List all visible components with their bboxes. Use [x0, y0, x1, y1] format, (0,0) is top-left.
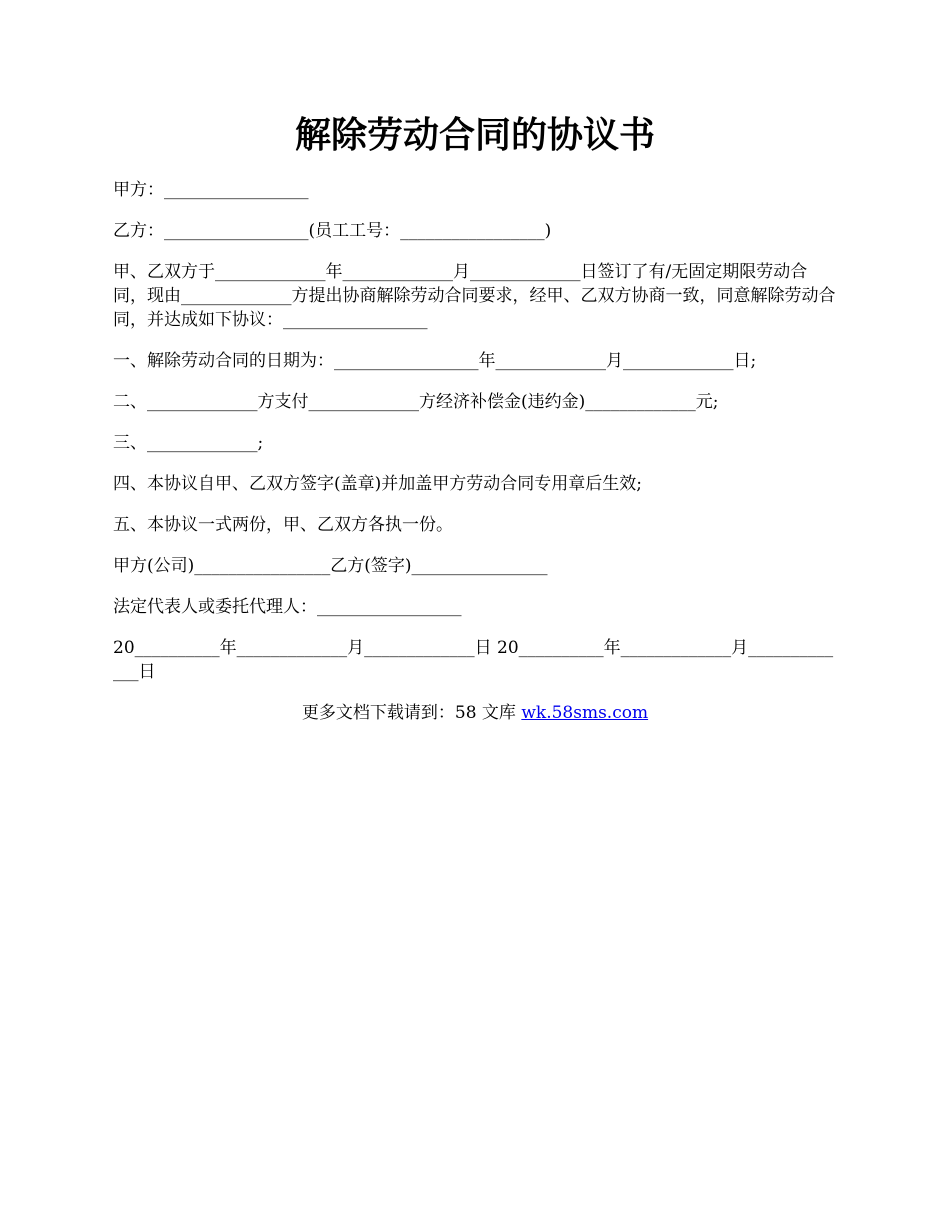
agreement-intro-paragraph: 甲、乙双方于_____________年_____________月_____________日签订了有/无固定期限劳动合同，现由_____________方提出协商解除劳动合同要求，经甲、乙双方协商一致，同意解除劳动合同，并达成如下协议：_________________	[113, 262, 836, 330]
date-line: 20__________年_____________月_____________日 20__________年_____________月_____________日	[113, 638, 834, 682]
clause-5-copies: 五、本协议一式两份，甲、乙双方各执一份。	[113, 515, 453, 535]
document-body	[113, 178, 838, 701]
document-title: 解除劳动合同的协议书	[294, 114, 655, 156]
clause-4-effectiveness: 四、本协议自甲、乙双方签字(盖章)并加盖甲方劳动合同专用章后生效;	[113, 474, 642, 494]
legal-representative-line: 法定代表人或委托代理人：_________________	[113, 597, 462, 617]
clause-1-termination-date: 一、解除劳动合同的日期为：_________________年_____________月_____________日;	[113, 351, 757, 371]
download-footer	[0, 701, 950, 725]
footer-link[interactable]: wk.58sms.com	[521, 703, 649, 723]
footer-text: 更多文档下载请到：58 文库	[301, 703, 522, 723]
party-a-line: 甲方：_________________	[113, 180, 309, 200]
clause-2-compensation: 二、_____________方支付_____________方经济补偿金(违约金)_____________元;	[113, 392, 719, 412]
party-b-line: 乙方：_________________(员工工号：_________________)	[113, 221, 552, 241]
signature-line: 甲方(公司)________________乙方(签字)________________	[113, 556, 548, 576]
clause-3-other: 三、_____________;	[113, 433, 264, 453]
